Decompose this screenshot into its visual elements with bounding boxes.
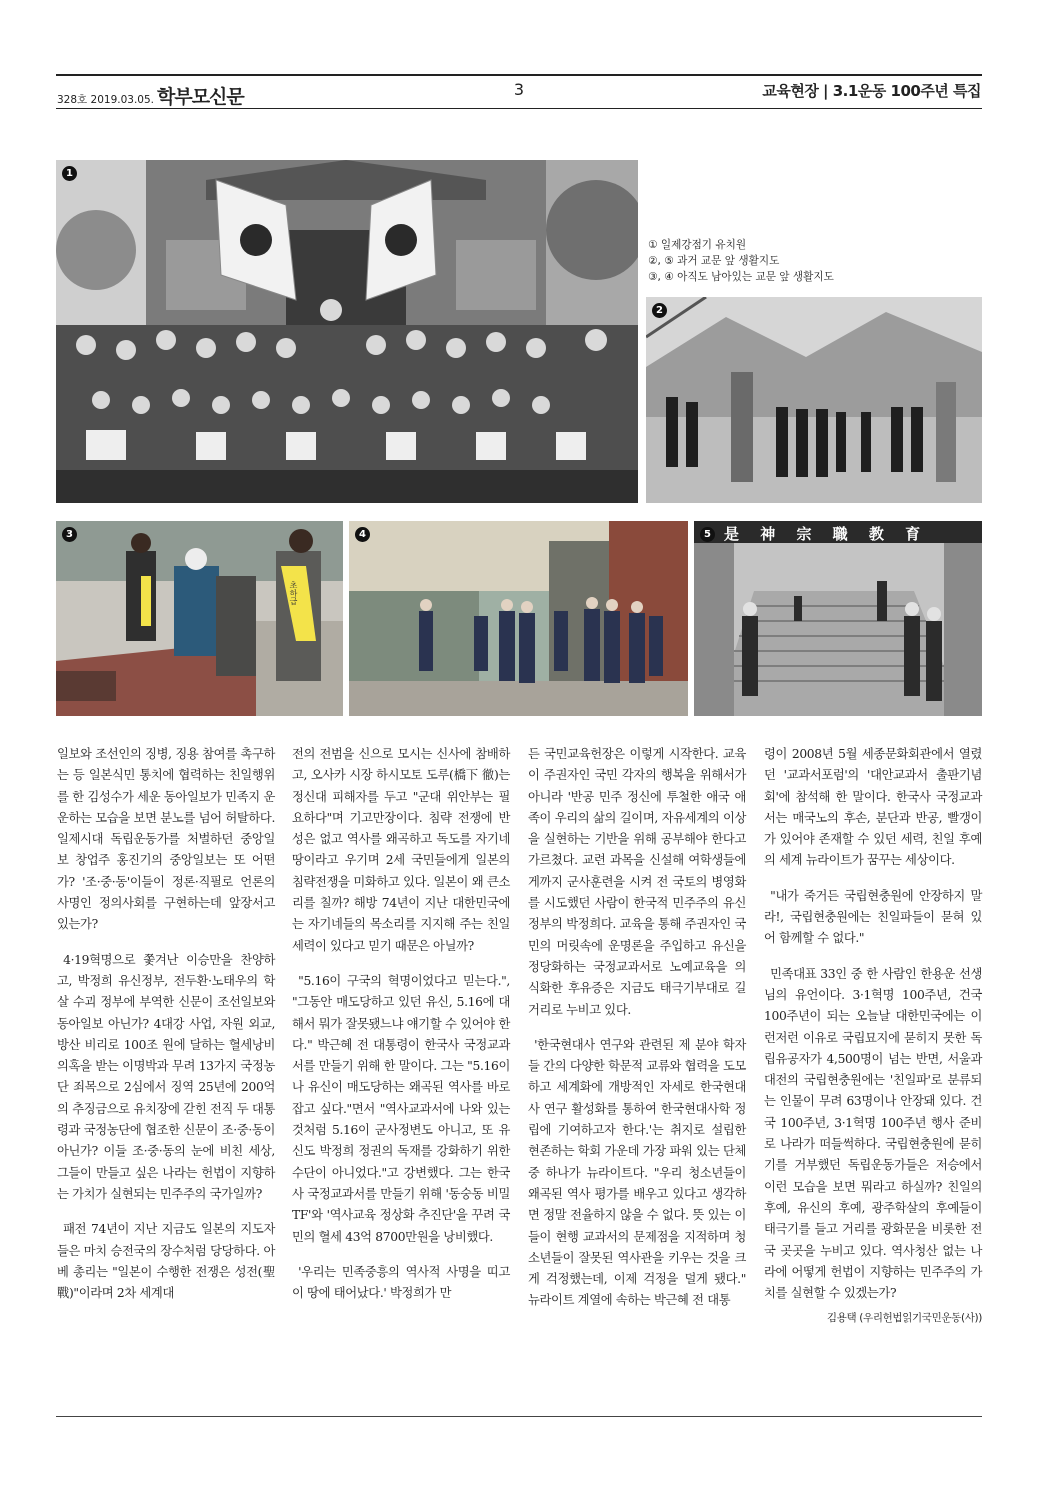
photo-school-stairs — [694, 521, 982, 716]
page-number: 3 — [513, 80, 525, 99]
paragraph: "5.16이 구국의 혁명이었다고 믿는다.", "그동안 매도당하고 있던 유신, 5.16에 대해서 뭐가 잘못됐느냐 얘기할 수 있어야 한다." 박근혜 전 대통령이 한국사 국정교과서를 만들기 위해 한 말이다. 그는 "5.16이나 유신이 매도당하는 왜곡된 역사를 바로잡고 싶다."면서 "역사교과서에 나와 있는 것처럼 5.16이 군사정변도 아니고, 또 유신도 박정희 정권의 독재를 강화하기 위한 수단이 아니었다."고 강변했다. 그는 한국사 국정교과서를 만들기 위해 '동숭동 비밀 TF'와 '역사교육 정상화 추진단'을 꾸려 국민의 혈세 43억 8700만원을 낭비했다. — [292, 973, 510, 1244]
caption-line: ① 일제강점기 유치원 — [648, 239, 747, 251]
photo-badge: 1 — [62, 166, 77, 181]
caption-line: ③, ④ 아직도 남아있는 교문 앞 생활지도 — [648, 271, 834, 283]
issue-date: 328호 2019.03.05. — [57, 94, 154, 106]
photo-banner-text: 是 神 宗 職 教 育 — [724, 525, 929, 543]
paragraph: 일보와 조선인의 징병, 징용 참여를 촉구하는 등 일본식민 통치에 협력하는 친일행위를 한 김성수가 세운 동아일보가 민족지 운운하는 모습을 보면 분노를 넘어 허탈하다. 일제시대 독립운동가를 처벌하던 중앙일보 창업주 홍진기의 중앙일보는 또 어떤가? '조·중·동'이들이 정론·직필로 언론의 사명인 정의사회를 구현하는데 앞장서고 있는가? — [57, 747, 275, 932]
newspaper-logo: 학부모신문 — [156, 86, 244, 108]
photo-badge: 5 — [700, 527, 715, 542]
paragraph: 4·19혁명으로 쫓겨난 이승만을 찬양하고, 박정희 유신정부, 전두환·노태우의 학살 수괴 정부에 부역한 신문이 조선일보와 동아일보 아닌가? 4대강 사업, 자원 외교, 방산 비리로 100조 원에 달하는 혈세낭비 의혹을 받는 이명박과 무려 13가지 국정농단 죄목으로 2심에서 징역 25년에 200억의 추징금으로 유치장에 갇힌 전직 두 대통령과 국정농단에 협조한 신문이 조·중·동이 아닌가? 이들 조·중·동의 눈에 비친 세상, 그들이 만들고 싶은 나라는 헌법이 지향하는 가치가 실현되는 민주주의 국가일까? — [57, 952, 275, 1201]
article-column-3 — [528, 744, 746, 1326]
article-column-4 — [764, 744, 982, 1330]
paragraph: 전의 전범을 신으로 모시는 신사에 참배하고, 오사카 시장 하시모토 도루(橋下 徹)는 정신대 피해자를 두고 "군대 위안부는 필요하다"며 기고만장이다. 침략 전쟁에 반성은 없고 역사를 왜곡하고 독도를 자기네 땅이라고 우기며 2세 국민들에게 일본의 침략전쟁을 미화하고 있다. 일본이 왜 큰소리를 칠까? 해방 74년이 지난 대한민국에는 자기네들의 목소리를 지지해 주는 친일 세력이 있다고 믿기 때문은 아닐까? — [292, 747, 510, 953]
header-top-rule — [56, 74, 982, 76]
header-bottom-rule — [56, 108, 982, 109]
paragraph: 든 국민교육헌장은 이렇게 시작한다. 교육이 주권자인 국민 각자의 행복을 위해서가 아니라 '반공 민주 정신에 투철한 애국 애족이 우리의 삶의 길이며, 자유세계의 이상을 실현하는 기반을 위해 공부해야 한다고 가르쳤다. 교련 과목을 신설해 여학생들에게까지 군사훈련을 시켜 전 국토의 병영화를 시도했던 사람이 한국적 민주주의 유신정부의 박정희다. 교육을 통해 주권자인 국민의 머릿속에 운명론을 주입하고 유신을 정당화하는 국정교과서로 노예교육을 의식화한 후유증은 지금도 태극기부대로 길거리로 누비고 있다. — [528, 747, 746, 1017]
paragraph: "내가 죽거든 국립현충원에 안장하지 말라!, 국립현충원에는 친일파들이 묻혀 있어 함께할 수 없다." — [764, 888, 982, 946]
photo-captions — [648, 237, 834, 285]
photo-street-guidance — [56, 521, 343, 716]
caption-line: ②, ⑤ 과거 교문 앞 생활지도 — [648, 255, 780, 267]
paragraph: '한국현대사 연구와 관련된 제 분야 학자들 간의 다양한 학문적 교류와 협력을 도모하고 세계화에 개방적인 자세로 한국현대사 연구 활성화를 통하여 한국현대사학 정립에 기여하고자 한다.'는 취지로 설립한 현존하는 학회 가운데 가장 파워 있는 단체 중 하나가 뉴라이트다. "우리 청소년들이 왜곡된 역사 평가를 배우고 있다고 생각하면 정말 전율하지 않을 수 없다. 뜻 있는 이들이 현행 교과서의 문제점을 지적하며 청소년들이 잘못된 역사관을 키우는 것을 크게 걱정했는데, 이제 걱정을 덜게 됐다." 뉴라이트 계열에 속하는 박근혜 전 대통 — [528, 1037, 746, 1308]
article-column-2 — [292, 744, 510, 1318]
author-byline: 김용택 (우리헌법읽기국민운동(사)) — [826, 1312, 982, 1325]
photo-students-gate — [349, 521, 688, 716]
article-column-1 — [57, 744, 275, 1318]
photo-badge: 3 — [62, 527, 77, 542]
paragraph: 패전 74년이 지난 지금도 일본의 지도자들은 마치 승전국의 장수처럼 당당하다. 아베 총리는 "일본이 수행한 전쟁은 성전(聖戰)"이라며 2차 세계대 — [57, 1222, 275, 1301]
paragraph: '우리는 민족중흥의 역사적 사명을 띠고 이 땅에 태어났다.' 박정희가 만 — [292, 1264, 510, 1301]
section-title: 교육현장 | 3.1운동 100주년 특집 — [762, 82, 981, 100]
paragraph: 령이 2008년 5월 세종문화회관에서 열렸던 '교과서포럼'의 '대안교과서 출판기념회'에 참석해 한 말이다. 한국사 국정교과서는 매국노의 후손, 분단과 반공, 빨갱이가 있어야 존재할 수 있던 세력, 친일 후예의 세계 뉴라이트가 꿈꾸는 세상이다. — [764, 747, 982, 868]
photo-gate-old — [646, 297, 982, 503]
sash-label: 초하급 — [289, 581, 298, 605]
photo-badge: 2 — [652, 303, 667, 318]
footer-rule — [56, 1416, 982, 1417]
photo-kindergarten — [56, 160, 638, 503]
photo-badge: 4 — [355, 527, 370, 542]
paragraph: 민족대표 33인 중 한 사람인 한용운 선생님의 유언이다. 3·1혁명 100주년, 건국 100주년이 되는 오늘날 대한민국에는 이런저런 이유로 국립묘지에 묻히지 못한 독립유공자가 4,500명이 넘는 반면, 서울과 대전의 국립현충원에는 '친일파'로 분류되는 인물이 무려 63명이나 안장돼 있다. 건국 100주년, 3·1혁명 100주년 행사 준비로 나라가 떠들썩하다. 국립현충원에 묻히기를 거부했던 독립운동가들은 저승에서 이런 모습을 보면 뭐라고 하실까? 친일의 후예, 유신의 후예, 광주학살의 후예들이 태극기를 들고 거리를 광화문을 비롯한 전국 곳곳을 누비고 있다. 역사청산 없는 나라에 어떻게 헌법이 지향하는 민주주의 가치를 실현할 수 있겠는가? — [764, 966, 982, 1301]
